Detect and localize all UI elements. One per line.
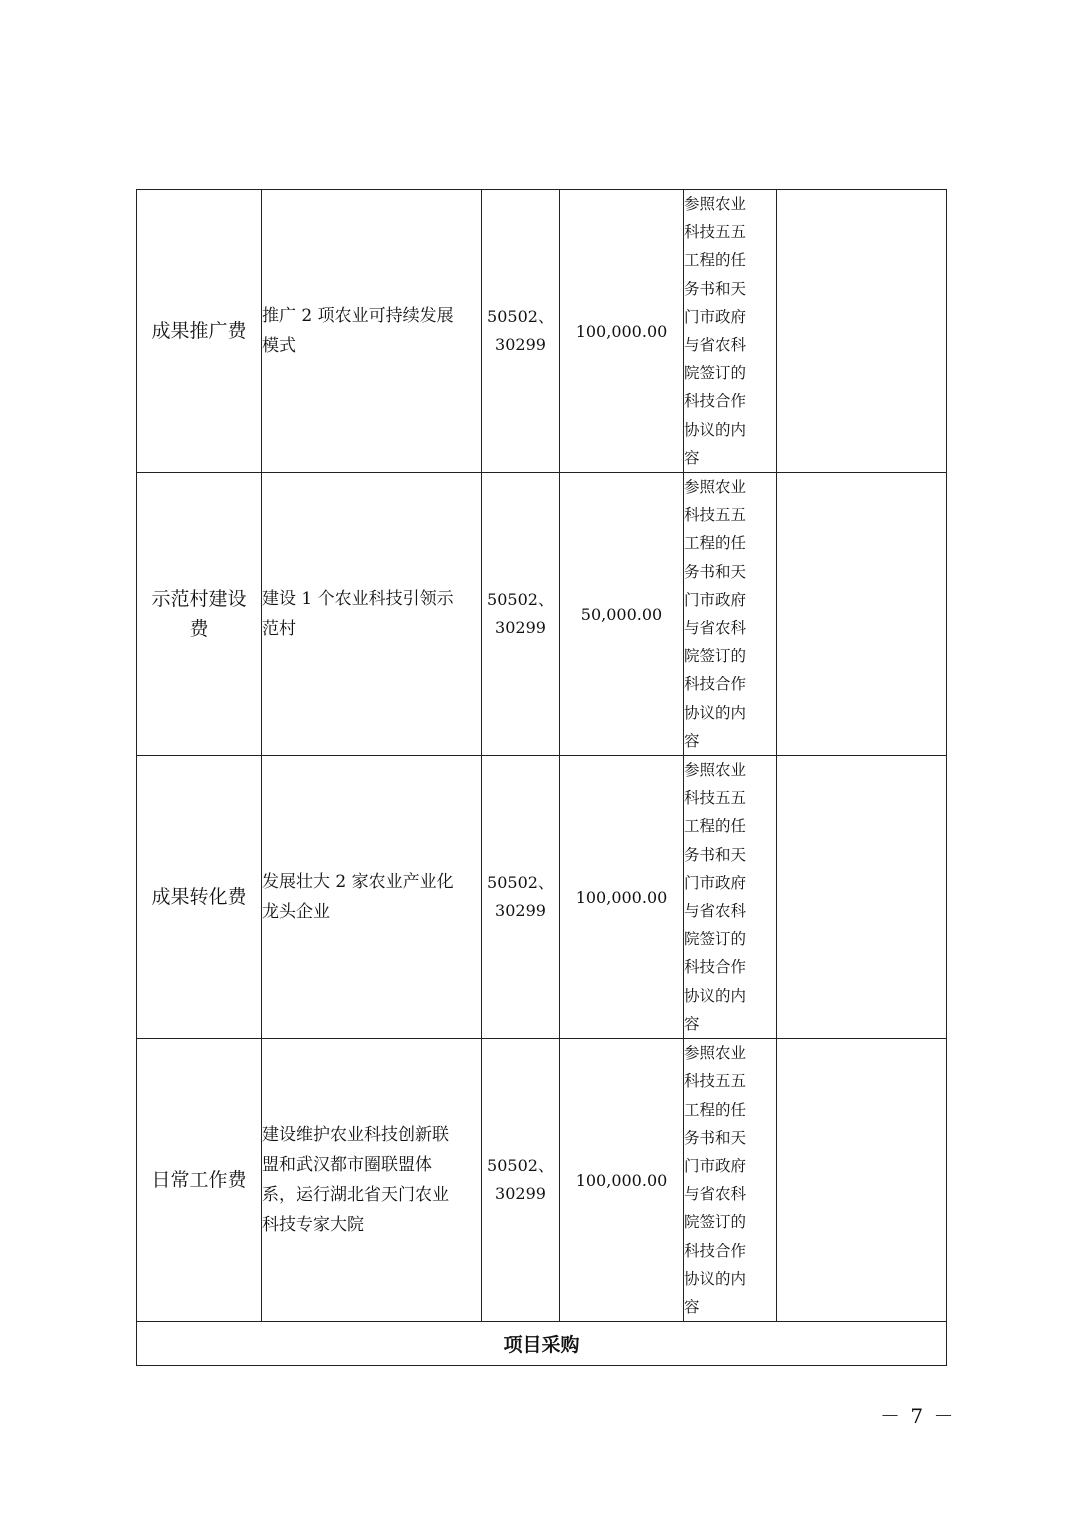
basis-line: 协议的内 [684, 1269, 747, 1288]
basis-line: 门市政府 [684, 873, 747, 892]
basis-line: 参照农业 [684, 478, 747, 497]
basis-line: 协议的内 [684, 420, 747, 439]
basis-line: 容 [684, 1014, 700, 1033]
economic-code-line: 30299 [495, 618, 546, 638]
basis-line: 参照农业 [684, 1044, 747, 1063]
basis-cell [684, 473, 777, 756]
basis-line: 科技合作 [684, 1241, 747, 1260]
basis-line: 务书和天 [684, 845, 747, 864]
basis-line: 科技五五 [684, 1072, 747, 1091]
basis-line: 工程的任 [684, 534, 747, 553]
basis-line: 容 [684, 448, 700, 467]
description-line: 范村 [262, 619, 296, 640]
basis-line: 院签订的 [684, 647, 747, 666]
basis-line: 科技五五 [684, 789, 747, 808]
economic-code-cell [482, 1039, 560, 1322]
economic-code-line: 30299 [495, 1184, 546, 1204]
section-title: 项目采购 [137, 1322, 947, 1366]
table-row [137, 756, 947, 1039]
basis-line: 与省农科 [684, 619, 747, 638]
page-number: － 7 － [880, 1404, 956, 1428]
basis-line: 科技五五 [684, 506, 747, 525]
description-cell [262, 756, 482, 1039]
description-line: 科技专家大院 [262, 1215, 364, 1236]
basis-line: 容 [684, 1297, 700, 1316]
remark-cell [777, 190, 947, 473]
expense-name: 费 [189, 618, 209, 641]
economic-code-line: 30299 [495, 335, 546, 355]
remark-cell [777, 473, 947, 756]
economic-code-cell [482, 473, 560, 756]
description-line: 发展壮大 2 家农业产业化 [262, 872, 454, 893]
basis-line: 务书和天 [684, 1128, 747, 1147]
amount-cell [560, 473, 684, 756]
amount-value: 100,000.00 [575, 321, 668, 341]
basis-line: 参照农业 [684, 761, 747, 780]
budget-table [136, 189, 947, 1366]
description-line: 系，运行湖北省天门农业 [262, 1185, 449, 1206]
economic-code-cell [482, 756, 560, 1039]
expense-name: 成果推广费 [151, 320, 247, 343]
basis-line: 务书和天 [684, 562, 747, 581]
basis-line: 工程的任 [684, 1100, 747, 1119]
basis-line: 工程的任 [684, 817, 747, 836]
basis-line: 务书和天 [684, 279, 747, 298]
basis-line: 协议的内 [684, 986, 747, 1005]
basis-line: 门市政府 [684, 590, 747, 609]
basis-line: 与省农科 [684, 1185, 747, 1204]
basis-line: 院签订的 [684, 364, 747, 383]
section-row [137, 1322, 947, 1366]
amount-value: 100,000.00 [575, 1170, 668, 1190]
description-cell [262, 473, 482, 756]
economic-code-line: 50502、 [487, 1156, 554, 1176]
amount-cell [560, 190, 684, 473]
expense-name-cell [137, 190, 262, 473]
basis-line: 科技合作 [684, 958, 747, 977]
basis-line: 与省农科 [684, 902, 747, 921]
description-line: 建设 1 个农业科技引领示 [262, 589, 454, 610]
basis-line: 科技五五 [684, 223, 747, 242]
table-row [137, 473, 947, 756]
basis-line: 门市政府 [684, 1156, 747, 1175]
economic-code-line: 30299 [495, 901, 546, 921]
description-line: 盟和武汉都市圈联盟体 [262, 1155, 432, 1176]
amount-value: 50,000.00 [580, 604, 663, 624]
basis-line: 科技合作 [684, 392, 747, 411]
description-cell [262, 190, 482, 473]
basis-line: 工程的任 [684, 251, 747, 270]
remark-cell [777, 1039, 947, 1322]
basis-line: 科技合作 [684, 675, 747, 694]
expense-name: 示范村建设 [151, 588, 247, 611]
basis-line: 参照农业 [684, 195, 747, 213]
remark-cell [777, 756, 947, 1039]
expense-name-cell [137, 473, 262, 756]
economic-code-line: 50502、 [487, 307, 554, 327]
basis-line: 与省农科 [684, 336, 747, 355]
economic-code-line: 50502、 [487, 873, 554, 893]
amount-value: 100,000.00 [575, 887, 668, 907]
description-cell [262, 1039, 482, 1322]
basis-cell [684, 1039, 777, 1322]
basis-line: 协议的内 [684, 703, 747, 722]
description-line: 模式 [262, 336, 296, 357]
description-line: 建设维护农业科技创新联 [262, 1125, 449, 1146]
economic-code-cell [482, 190, 560, 473]
amount-cell [560, 1039, 684, 1322]
description-line: 龙头企业 [262, 902, 330, 923]
basis-line: 门市政府 [684, 307, 747, 326]
basis-line: 容 [684, 731, 700, 750]
amount-cell [560, 756, 684, 1039]
table-row [137, 1039, 947, 1322]
basis-line: 院签订的 [684, 930, 747, 949]
economic-code-line: 50502、 [487, 590, 554, 610]
description-line: 推广 2 项农业可持续发展 [262, 306, 454, 327]
expense-name-cell [137, 1039, 262, 1322]
expense-name-cell [137, 756, 262, 1039]
basis-cell [684, 756, 777, 1039]
basis-cell [684, 190, 777, 473]
expense-name: 日常工作费 [151, 1169, 247, 1192]
table-row [137, 190, 947, 473]
expense-name: 成果转化费 [151, 886, 247, 909]
basis-line: 院签订的 [684, 1213, 747, 1232]
